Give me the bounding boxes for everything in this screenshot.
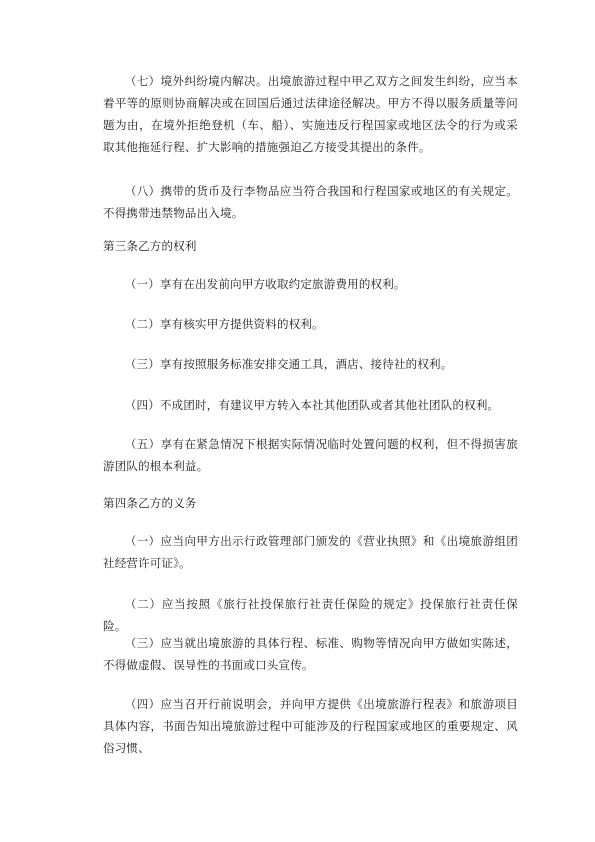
paragraph-right-1: （一）享有在出发前向甲方收取约定旅游费用的权利。 [124,277,406,291]
paragraph-right-2: （二）享有核实甲方提供资料的权利。 [124,317,324,331]
paragraph-obligation-2: （二）应当按照《旅行社投保旅行社责任保险的规定》投保旅行社责任保险。 [103,597,518,633]
section-heading-rights: 第三条乙方的权利 [103,239,197,253]
paragraph-right-4: （四）不成团时，有建议甲方转入本社其他团队或者其他社团队的权利。 [124,398,500,412]
paragraph-right-5: （五）享有在紧急情况下根据实际情况临时处置问题的权利，但不得损害旅游团队的根本利益。 [103,437,518,473]
paragraph-currency-luggage: （八）携带的货币及行李物品应当符合我国和行程国家或地区的有关规定。不得携带违禁物品出入境。 [103,184,518,220]
paragraph-obligation-4: （四）应当召开行前说明会，并向甲方提供《出境旅游行程表》和旅游项目具体内容，书面告知出境旅游过程中可能涉及的行程国家或地区的重要规定、风俗习惯、 [103,697,518,755]
paragraph-right-3: （三）享有按照服务标准安排交通工具，酒店、接待社的权利。 [124,357,453,371]
paragraph-obligation-1: （一）应当向甲方出示行政管理部门颁发的《营业执照》和《出境旅游组团社经营许可证》。 [103,534,518,570]
paragraph-obligation-3: （三）应当就出境旅游的具体行程、标准、购物等情况向甲方做如实陈述，不得做虚假、误导性的书面或口头宣传。 [103,636,518,672]
paragraph-dispute-resolution: （七）境外纠纷境内解决。出境旅游过程中甲乙双方之间发生纠纷，应当本着平等的原则协商解决或在回国后通过法律途径解决。甲方不得以服务质量等问题为由，在境外拒绝登机（车、船）、实施违反行程国家或地区法令的行为或采取其他拖延行程、扩大影响的措施强迫乙方接受其提出的条件。 [103,74,518,154]
section-heading-obligations: 第四条乙方的义务 [103,496,197,510]
